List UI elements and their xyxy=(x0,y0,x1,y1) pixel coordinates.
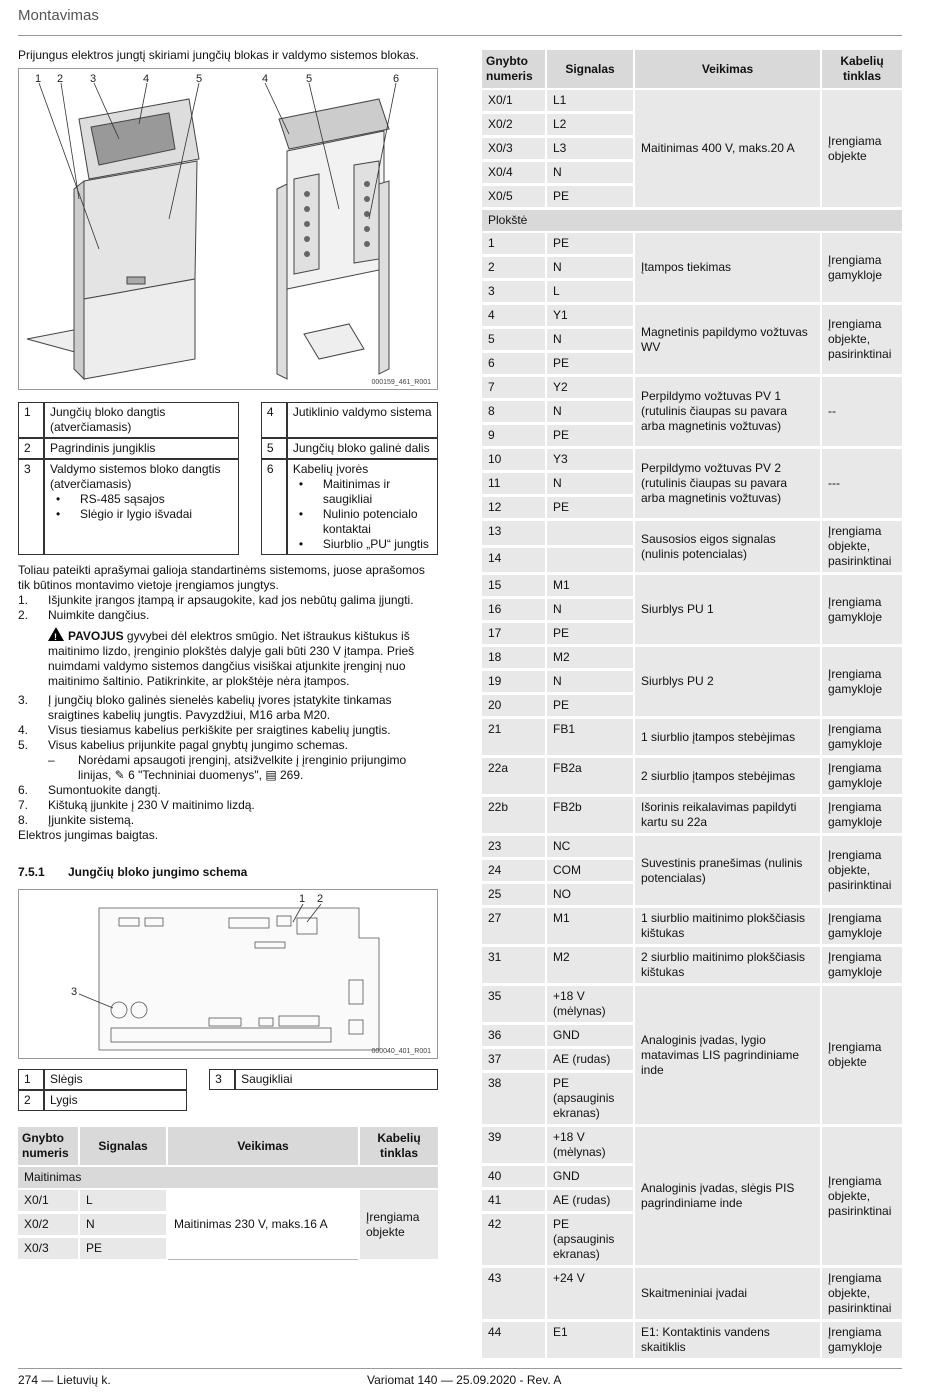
terminal-number: 31 xyxy=(482,947,545,984)
legend-gap xyxy=(239,459,261,555)
function: Analoginis įvadas, slėgis PIS pagrindiniame inde xyxy=(635,1127,820,1266)
col-function: Veikimas xyxy=(635,50,820,88)
step-number: 4. xyxy=(18,723,29,737)
figure-callout-6: 6 xyxy=(393,73,400,85)
terminal-number: 22a xyxy=(482,758,545,795)
danger-warning xyxy=(18,627,438,689)
terminal-number: 3 xyxy=(482,281,545,303)
network: Įrengiama objekte, pasirinktinai xyxy=(822,836,902,906)
function: Sausosios eigos signalas (nulinis potencialas) xyxy=(635,521,820,573)
step-text: Visus kabelius prijunkite pagal gnybtų jungimo schemas. xyxy=(48,738,348,752)
legend-number: 3 xyxy=(18,459,44,555)
step-item xyxy=(18,723,438,738)
group-label: Plokštė xyxy=(482,210,902,231)
signal: M2 xyxy=(547,647,633,669)
signal: PE xyxy=(547,425,633,447)
step-number: 1. xyxy=(18,593,29,607)
network: Įrengiama objekte, pasirinktinai xyxy=(822,521,902,573)
figure1-legend xyxy=(18,402,438,555)
legend-number: 5 xyxy=(261,438,287,459)
signal: N xyxy=(547,671,633,693)
function: Įtampos tiekimas xyxy=(635,233,820,303)
signal: N xyxy=(80,1214,166,1236)
terminal-number: 22b xyxy=(482,797,545,834)
page-header-title: Montavimas xyxy=(18,7,99,24)
step-item xyxy=(18,813,438,828)
circuit-board-diagram xyxy=(18,889,438,1059)
signal xyxy=(547,521,633,546)
legend-bullet: • Maitinimas ir saugikliai xyxy=(293,477,432,507)
done-text: Elektros jungimas baigtas. xyxy=(18,828,159,842)
terminal-number: 6 xyxy=(482,353,545,375)
table-group-row xyxy=(482,210,902,231)
figure-callout-4b: 4 xyxy=(262,73,269,85)
signal: M1 xyxy=(547,575,633,597)
legend-number: 1 xyxy=(18,402,44,438)
legend-text: Lygis xyxy=(44,1090,187,1111)
legend-number xyxy=(209,1090,235,1111)
network: --- xyxy=(822,449,902,519)
warning-text: gyvybei dėl elektros smūgio. Net ištraukus kištukus iš maitinimo lizdo, įrenginio plokštės dalyje gali būti 230 V įtampa. Prieš nuimdami valdymo sistemos dangčius visiškai atjunkite įrenginį nuo maitinimo šaltinio. Patikrinkite, ar plokštėje nėra įtampos. xyxy=(48,629,415,688)
network: Įrengiama objekte xyxy=(822,986,902,1125)
legend-label: Jutiklinio valdymo sistema xyxy=(292,405,432,419)
function: E1: Kontaktinis vandens skaitiklis xyxy=(635,1322,820,1359)
col-signal: Signalas xyxy=(80,1127,166,1165)
step-text: Išjunkite įrangos įtampą ir apsaugokite, kad jos nebūtų galima įjungti. xyxy=(48,593,414,607)
terminal-number: 21 xyxy=(482,719,545,756)
signal xyxy=(547,548,633,573)
board-code: 000040_401_R001 xyxy=(371,1048,431,1055)
function: Maitinimas 230 V, maks.16 A xyxy=(168,1190,358,1260)
step-number: 6. xyxy=(18,783,29,797)
terminal-number: 24 xyxy=(482,860,545,882)
signal: PE xyxy=(547,623,633,645)
legend-bullets xyxy=(293,477,432,552)
network: Įrengiama objekte xyxy=(822,90,902,208)
legend-row xyxy=(18,1069,438,1090)
signal: Y1 xyxy=(547,305,633,327)
col-network: Kabelių tinklas xyxy=(360,1127,438,1165)
network: Įrengiama gamykloje xyxy=(822,647,902,717)
signal: PE xyxy=(547,497,633,519)
network: Įrengiama gamykloje xyxy=(822,233,902,303)
footer-center: Variomat 140 — 25.09.2020 - Rev. A xyxy=(367,1373,562,1387)
legend-bullet: • Nulinio potencialo kontaktai xyxy=(293,507,432,537)
step-item xyxy=(18,798,438,813)
terminal-number: X0/2 xyxy=(18,1214,78,1236)
function: 1 siurblio maitinimo plokščiasis kištukas xyxy=(635,908,820,945)
right-column xyxy=(482,48,902,1361)
function: Skaitmeniniai įvadai xyxy=(635,1268,820,1320)
terminal-number: 10 xyxy=(482,449,545,471)
terminal-number: 43 xyxy=(482,1268,545,1320)
legend-bullet: • Siurblio „PU“ jungtis xyxy=(293,537,432,552)
terminal-number: 38 xyxy=(482,1073,545,1125)
legend-label: Jungčių bloko dangtis (atverčiamasis) xyxy=(50,405,166,434)
terminal-number: 42 xyxy=(482,1214,545,1266)
function: Magnetinis papildymo vožtuvas WV xyxy=(635,305,820,375)
step-number: 7. xyxy=(18,798,29,812)
function: Išorinis reikalavimas papildyti kartu su 22a xyxy=(635,797,820,834)
network: Įrengiama objekte xyxy=(360,1190,438,1260)
description-paragraph: Toliau pateikti aprašymai galioja standartinėms sistemoms, juose aprašomos tik būtinos montavimo vietoje įrengiamos jungtys. xyxy=(18,563,425,592)
legend-number: 2 xyxy=(18,1090,44,1111)
step-number: 8. xyxy=(18,813,29,827)
step-number: 2. xyxy=(18,608,29,622)
terminal-number: X0/2 xyxy=(482,114,545,136)
legend-bullet: • RS-485 sąsajos xyxy=(50,492,233,507)
signal: GND xyxy=(547,1025,633,1047)
terminal-number: 36 xyxy=(482,1025,545,1047)
table-row xyxy=(482,647,902,669)
board-callout-2: 2 xyxy=(317,893,324,905)
table-row xyxy=(18,1190,438,1212)
intro-text: Prijungus elektros jungtį skiriami jungčių blokas ir valdymo sistemos blokas. xyxy=(18,48,419,62)
signal: E1 xyxy=(547,1322,633,1359)
legend-number: 3 xyxy=(209,1069,235,1090)
table-group-row xyxy=(18,1167,438,1188)
figure-callout-4: 4 xyxy=(143,73,150,85)
network: Įrengiama objekte, pasirinktinai xyxy=(822,1127,902,1266)
signal: AE (rudas) xyxy=(547,1190,633,1212)
signal: N xyxy=(547,329,633,351)
terminal-number: 15 xyxy=(482,575,545,597)
terminal-number: 37 xyxy=(482,1049,545,1071)
device-drawing xyxy=(19,69,437,389)
legend-number: 1 xyxy=(18,1069,44,1090)
network: Įrengiama gamykloje xyxy=(822,908,902,945)
legend-text xyxy=(287,438,438,459)
step-item xyxy=(18,783,438,798)
signal: AE (rudas) xyxy=(547,1049,633,1071)
warning-label: PAVOJUS xyxy=(68,629,124,643)
legend-text: Slėgis xyxy=(44,1069,187,1090)
step-text: Į jungčių bloko galinės sienelės kabelių įvores įstatykite tinkamas sraigtines kabelių jungtis. Pavyzdžiui, M16 arba M20. xyxy=(48,693,392,722)
substep-text: Norėdami apsaugoti įrenginį, atsižvelkite į įrenginio prijungimo linijas, ✎ 6 "Techniniai duomenys", ▤ 269. xyxy=(78,753,407,782)
function: Siurblys PU 1 xyxy=(635,575,820,645)
legend-gap xyxy=(187,1069,209,1090)
legend-text xyxy=(44,438,239,459)
table-row xyxy=(482,719,902,756)
step-item xyxy=(18,738,438,753)
signal: +18 V (mėlynas) xyxy=(547,1127,633,1164)
table-row xyxy=(482,836,902,858)
signal: PE (apsauginis ekranas) xyxy=(547,1073,633,1125)
signal: GND xyxy=(547,1166,633,1188)
table-row xyxy=(482,575,902,597)
table-row xyxy=(482,986,902,1023)
table-row xyxy=(482,233,902,255)
terminal-number: X0/1 xyxy=(482,90,545,112)
steps-list xyxy=(18,593,438,623)
legend-text xyxy=(44,459,239,555)
terminal-number: 9 xyxy=(482,425,545,447)
terminal-number: 41 xyxy=(482,1190,545,1212)
table-row xyxy=(482,90,902,112)
network: -- xyxy=(822,377,902,447)
signal: L2 xyxy=(547,114,633,136)
signal: N xyxy=(547,257,633,279)
table-row xyxy=(482,797,902,834)
page-header xyxy=(18,6,902,36)
terminal-number: 12 xyxy=(482,497,545,519)
legend-label: Pagrindinis jungiklis xyxy=(50,441,156,455)
network: Įrengiama gamykloje xyxy=(822,575,902,645)
legend-text: Saugikliai xyxy=(235,1069,438,1090)
terminal-number: 8 xyxy=(482,401,545,423)
signal: NC xyxy=(547,836,633,858)
left-column xyxy=(18,48,438,1262)
signal: FB1 xyxy=(547,719,633,756)
function: Siurblys PU 2 xyxy=(635,647,820,717)
function: Maitinimas 400 V, maks.20 A xyxy=(635,90,820,208)
signal: N xyxy=(547,162,633,184)
terminal-number: 27 xyxy=(482,908,545,945)
legend-label: Jungčių bloko galinė dalis xyxy=(292,441,430,455)
table-row xyxy=(482,305,902,327)
function: 2 siurblio maitinimo plokščiasis kištukas xyxy=(635,947,820,984)
step-item xyxy=(18,693,438,723)
function: Perpildymo vožtuvas PV 1 (rutulinis čiaupas su pavara arba magnetinis vožtuvas) xyxy=(635,377,820,447)
step-item xyxy=(18,608,438,623)
terminal-number: 14 xyxy=(482,548,545,573)
table-row xyxy=(482,377,902,399)
legend-gap xyxy=(187,1090,209,1111)
terminal-number: 19 xyxy=(482,671,545,693)
table-row xyxy=(482,908,902,945)
legend-bullet: • Slėgio ir lygio išvadai xyxy=(50,507,233,522)
function: Analoginis įvadas, lygio matavimas LIS pagrindiniame inde xyxy=(635,986,820,1125)
signal: L xyxy=(547,281,633,303)
step-text: Įjunkite sistemą. xyxy=(48,813,135,827)
terminal-number: 25 xyxy=(482,884,545,906)
terminal-number: 18 xyxy=(482,647,545,669)
legend-text xyxy=(44,402,239,438)
warning-icon xyxy=(48,627,64,641)
substep xyxy=(18,753,438,783)
function: 1 siurblio įtampos stebėjimas xyxy=(635,719,820,756)
legend-row xyxy=(18,1090,438,1111)
terminal-number: X0/4 xyxy=(482,162,545,184)
figure-callout-1: 1 xyxy=(35,73,42,85)
col-network: Kabelių tinklas xyxy=(822,50,902,88)
table-row xyxy=(482,758,902,795)
legend-number: 6 xyxy=(261,459,287,555)
signal: NO xyxy=(547,884,633,906)
page-footer xyxy=(18,1368,902,1387)
function: Suvestinis pranešimas (nulinis potencialas) xyxy=(635,836,820,906)
network: Įrengiama objekte, pasirinktinai xyxy=(822,305,902,375)
terminal-number: X0/1 xyxy=(18,1190,78,1212)
terminal-number: 40 xyxy=(482,1166,545,1188)
legend-row xyxy=(18,438,438,459)
legend-bullets xyxy=(50,492,233,522)
terminal-number: 2 xyxy=(482,257,545,279)
table-row xyxy=(482,521,902,546)
signal: N xyxy=(547,401,633,423)
col-function: Veikimas xyxy=(168,1127,358,1165)
signal: L3 xyxy=(547,138,633,160)
table-row xyxy=(482,1127,902,1164)
signal: N xyxy=(547,599,633,621)
col-signal: Signalas xyxy=(547,50,633,88)
signal: PE xyxy=(547,186,633,208)
step-text: Nuimkite dangčius. xyxy=(48,608,150,622)
legend-text xyxy=(287,459,438,555)
terminal-number: 39 xyxy=(482,1127,545,1164)
terminal-number: 4 xyxy=(482,305,545,327)
legend-number: 2 xyxy=(18,438,44,459)
section-heading xyxy=(18,865,438,879)
table-row xyxy=(482,449,902,471)
signal: +24 V xyxy=(547,1268,633,1320)
figure2-legend xyxy=(18,1069,438,1111)
terminal-number: 16 xyxy=(482,599,545,621)
terminal-number: 17 xyxy=(482,623,545,645)
legend-number: 4 xyxy=(261,402,287,438)
signal: FB2b xyxy=(547,797,633,834)
step-number: 5. xyxy=(18,738,29,752)
terminal-number: 1 xyxy=(482,233,545,255)
terminal-number: 13 xyxy=(482,521,545,546)
device-illustration xyxy=(18,68,438,390)
network: Įrengiama gamykloje xyxy=(822,758,902,795)
legend-row xyxy=(18,402,438,438)
step-item xyxy=(18,593,438,608)
right-terminal-table xyxy=(480,48,904,1361)
figure-callout-5: 5 xyxy=(196,73,203,85)
signal: COM xyxy=(547,860,633,882)
signal: PE xyxy=(547,353,633,375)
terminal-number: X0/3 xyxy=(482,138,545,160)
legend-row xyxy=(18,459,438,555)
terminal-number: X0/3 xyxy=(18,1238,78,1260)
terminal-number: 11 xyxy=(482,473,545,495)
legend-label: Valdymo sistemos bloko dangtis (atverčiamasis) xyxy=(50,462,221,491)
function: 2 siurblio įtampos stebėjimas xyxy=(635,758,820,795)
steps-list-3 xyxy=(18,783,438,828)
network: Įrengiama gamykloje xyxy=(822,947,902,984)
substep-dash: – xyxy=(48,753,55,767)
figure-code: 000159_461_R001 xyxy=(371,379,431,386)
signal: L xyxy=(80,1190,166,1212)
footer-left: 274 — Lietuvių k. xyxy=(18,1373,111,1387)
signal: PE xyxy=(547,233,633,255)
signal: Y3 xyxy=(547,449,633,471)
signal: PE xyxy=(80,1238,166,1260)
figure-callout-3: 3 xyxy=(90,73,97,85)
left-terminal-table xyxy=(16,1125,440,1262)
signal: M2 xyxy=(547,947,633,984)
board-callout-3: 3 xyxy=(71,986,78,998)
network: Įrengiama gamykloje xyxy=(822,797,902,834)
legend-text xyxy=(287,402,438,438)
col-terminal: Gnybto numeris xyxy=(18,1127,78,1165)
legend-text xyxy=(235,1090,438,1111)
board-drawing xyxy=(19,890,437,1058)
function: Perpildymo vožtuvas PV 2 (rutulinis čiaupas su pavara arba magnetinis vožtuvas) xyxy=(635,449,820,519)
legend-gap xyxy=(239,438,261,459)
group-label: Maitinimas xyxy=(18,1167,438,1188)
signal: FB2a xyxy=(547,758,633,795)
step-number: 3. xyxy=(18,693,29,707)
step-text: Kištuką įjunkite į 230 V maitinimo lizdą. xyxy=(48,798,255,812)
section-title: Jungčių bloko jungimo schema xyxy=(68,865,248,879)
table-row xyxy=(482,1268,902,1320)
network: Įrengiama gamykloje xyxy=(822,1322,902,1359)
network: Įrengiama objekte, pasirinktinai xyxy=(822,1268,902,1320)
table-row xyxy=(482,947,902,984)
figure-callout-2: 2 xyxy=(57,73,64,85)
terminal-number: 20 xyxy=(482,695,545,717)
col-terminal: Gnybto numeris xyxy=(482,50,545,88)
signal: PE (apsauginis ekranas) xyxy=(547,1214,633,1266)
signal: M1 xyxy=(547,908,633,945)
signal: Y2 xyxy=(547,377,633,399)
terminal-number: 7 xyxy=(482,377,545,399)
section-number: 7.5.1 xyxy=(18,865,45,879)
terminal-number: X0/5 xyxy=(482,186,545,208)
terminal-number: 35 xyxy=(482,986,545,1023)
terminal-number: 44 xyxy=(482,1322,545,1359)
figure-callout-5b: 5 xyxy=(306,73,313,85)
signal: PE xyxy=(547,695,633,717)
legend-gap xyxy=(239,402,261,438)
table-row xyxy=(482,1322,902,1359)
step-text: Visus tiesiamus kabelius perkiškite per sraigtines kabelių jungtis. xyxy=(48,723,391,737)
network: Įrengiama gamykloje xyxy=(822,719,902,756)
signal: N xyxy=(547,473,633,495)
steps-list-2 xyxy=(18,693,438,753)
step-text: Sumontuokite dangtį. xyxy=(48,783,161,797)
board-callout-1: 1 xyxy=(299,893,306,905)
legend-label: Kabelių įvorės xyxy=(292,462,369,476)
signal: L1 xyxy=(547,90,633,112)
terminal-number: 5 xyxy=(482,329,545,351)
terminal-number: 23 xyxy=(482,836,545,858)
signal: +18 V (mėlynas) xyxy=(547,986,633,1023)
